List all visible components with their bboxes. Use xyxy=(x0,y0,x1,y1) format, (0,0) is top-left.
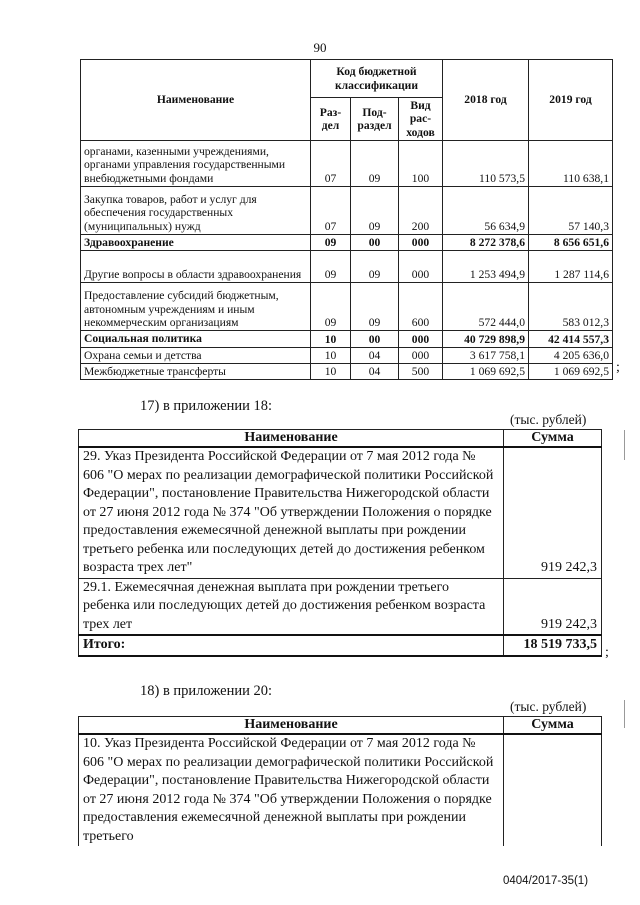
appendix18-row-sum: 919 242,3 xyxy=(504,578,602,635)
row-subsection: 09 xyxy=(351,140,399,186)
header-name: Наименование xyxy=(81,60,311,141)
total-label: Итого: xyxy=(79,635,504,656)
row-name: Предоставление субсидий бюджетным, автономным учреждениям и иным некоммерческим организациям xyxy=(81,283,311,331)
header-section: Раз-дел xyxy=(311,98,351,141)
section18-intro: 18) в приложении 20: xyxy=(140,683,273,699)
appendix20-row-sum xyxy=(504,734,602,846)
header-code-group: Код бюджетной классификации xyxy=(311,60,443,98)
row-2019: 42 414 557,3 xyxy=(529,331,613,347)
row-section: 09 xyxy=(311,234,351,250)
appendix20-header-sum: Сумма xyxy=(504,717,602,735)
edge-mark xyxy=(624,430,625,460)
row-expense-type: 000 xyxy=(399,234,443,250)
row-2019: 1 069 692,5 xyxy=(529,363,613,379)
table-row xyxy=(81,251,613,283)
row-section: 07 xyxy=(311,186,351,234)
row-subsection: 09 xyxy=(351,283,399,331)
row-name: Межбюджетные трансферты xyxy=(81,363,311,379)
row-2018: 56 634,9 xyxy=(443,186,529,234)
section17-units: (тыс. рублей) xyxy=(510,412,587,427)
row-name: Социальная политика xyxy=(81,331,311,347)
header-2019: 2019 год xyxy=(529,60,613,141)
row-2019: 583 012,3 xyxy=(529,283,613,331)
table-row xyxy=(79,734,602,846)
table-row xyxy=(81,140,613,186)
row-expense-type: 000 xyxy=(399,347,443,363)
edge-mark xyxy=(624,700,625,728)
appendix20-row-name: 10. Указ Президента Российской Федерации от 7 мая 2012 года № 606 "О мерах по реализации демографической политики Российской Федерации", постановление Правительства Нижегородской области от 27 июня 2012 года № 374 "Об утверждении Положения о порядке предоставления ежемесячной денежной выплаты при рождении третьего xyxy=(79,734,504,846)
row-2019: 8 656 651,6 xyxy=(529,234,613,250)
row-section: 09 xyxy=(311,251,351,283)
row-expense-type: 600 xyxy=(399,283,443,331)
row-2018: 40 729 898,9 xyxy=(443,331,529,347)
row-subsection: 00 xyxy=(351,234,399,250)
row-section: 09 xyxy=(311,283,351,331)
row-2019: 110 638,1 xyxy=(529,140,613,186)
appendix18-row-name: 29. Указ Президента Российской Федерации от 7 мая 2012 года № 606 "О мерах по реализации демографической политики Российской Федерации", постановление Правительства Нижегородской области от 27 июня 2012 года № 374 "Об утверждении Положения о порядке предоставления ежемесячной денежной выплаты при рождении третьего ребенка или последующих детей до достижения ребенком возраста трех лет" xyxy=(79,447,504,578)
row-subsection: 09 xyxy=(351,186,399,234)
row-expense-type: 000 xyxy=(399,331,443,347)
total-sum: 18 519 733,5 xyxy=(504,635,602,656)
total-row xyxy=(79,635,602,656)
row-subsection: 04 xyxy=(351,347,399,363)
row-2018: 572 444,0 xyxy=(443,283,529,331)
appendix20-table xyxy=(78,716,602,846)
row-section: 10 xyxy=(311,331,351,347)
budget-table xyxy=(80,59,613,380)
row-subsection: 04 xyxy=(351,363,399,379)
section17-intro: 17) в приложении 18: xyxy=(140,398,273,414)
table-row xyxy=(81,347,613,363)
appendix18-header-name: Наименование xyxy=(79,430,504,448)
row-name: Охрана семьи и детства xyxy=(81,347,311,363)
table-row xyxy=(81,283,613,331)
row-section: 10 xyxy=(311,363,351,379)
row-expense-type: 100 xyxy=(399,140,443,186)
header-expense-type: Вид рас-ходов xyxy=(399,98,443,141)
row-section: 07 xyxy=(311,140,351,186)
section17-end-mark: ; xyxy=(605,645,609,660)
appendix20-header-name: Наименование xyxy=(79,717,504,735)
row-2019: 4 205 636,0 xyxy=(529,347,613,363)
page-number: 90 xyxy=(313,40,327,55)
header-subsection: Под-раздел xyxy=(351,98,399,141)
appendix18-header-sum: Сумма xyxy=(504,430,602,448)
table-row xyxy=(79,447,602,578)
row-expense-type: 500 xyxy=(399,363,443,379)
row-name: Другие вопросы в области здравоохранения xyxy=(81,251,311,283)
row-expense-type: 000 xyxy=(399,251,443,283)
row-2019: 57 140,3 xyxy=(529,186,613,234)
table-row xyxy=(81,331,613,347)
row-2019: 1 287 114,6 xyxy=(529,251,613,283)
footer-code: 0404/2017-35(1) xyxy=(503,875,589,887)
row-2018: 3 617 758,1 xyxy=(443,347,529,363)
table-row xyxy=(79,578,602,635)
table-row xyxy=(81,186,613,234)
row-2018: 110 573,5 xyxy=(443,140,529,186)
row-name: Здравоохранение xyxy=(81,234,311,250)
section18-units: (тыс. рублей) xyxy=(510,699,587,714)
table-row xyxy=(81,363,613,379)
row-2018: 8 272 378,6 xyxy=(443,234,529,250)
row-2018: 1 253 494,9 xyxy=(443,251,529,283)
row-subsection: 09 xyxy=(351,251,399,283)
row-subsection: 00 xyxy=(351,331,399,347)
table-row xyxy=(81,234,613,250)
row-name: органами, казенными учреждениями, органами управления государственными внебюджетными фондами xyxy=(81,140,311,186)
row-name: Закупка товаров, работ и услуг для обеспечения государственных (муниципальных) нужд xyxy=(81,186,311,234)
table1-end-mark: ; xyxy=(616,360,620,375)
row-expense-type: 200 xyxy=(399,186,443,234)
header-2018: 2018 год xyxy=(443,60,529,141)
row-2018: 1 069 692,5 xyxy=(443,363,529,379)
appendix18-row-sum: 919 242,3 xyxy=(504,447,602,578)
row-section: 10 xyxy=(311,347,351,363)
appendix18-row-name: 29.1. Ежемесячная денежная выплата при рождении третьего ребенка или последующих детей до достижения ребенком возраста трех лет xyxy=(79,578,504,635)
appendix18-table xyxy=(78,429,602,657)
